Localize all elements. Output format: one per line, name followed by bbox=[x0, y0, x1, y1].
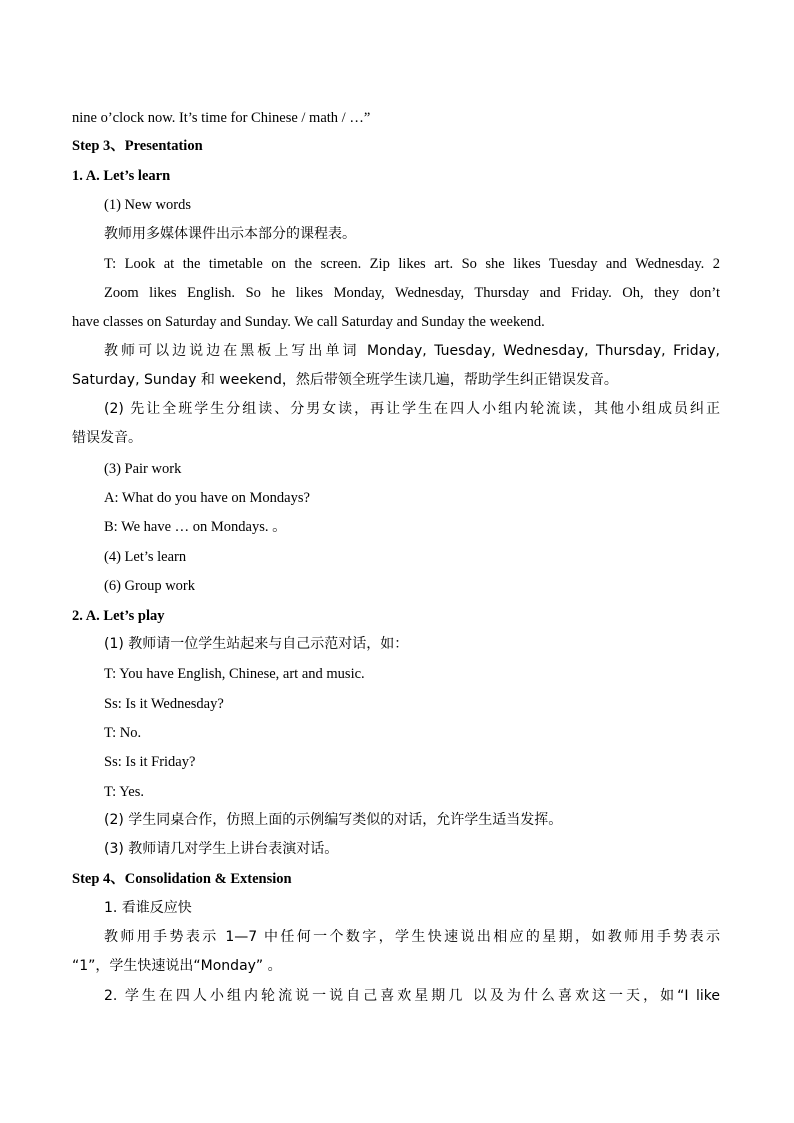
text-cjk-group-read: (2) 先让全班学生分组读、分男女读，再让学生在四人小组内轮流读，其他小组成员纠正 bbox=[104, 401, 720, 417]
text-cjk-timetable: 教师用多媒体课件出示本部分的课程表。 bbox=[104, 226, 356, 242]
heading-lets-learn: 1. A. Let’s learn bbox=[72, 168, 171, 184]
text-cjk-demo: (1) 教师请一位学生站起来与自己示范对话，如： bbox=[104, 636, 409, 652]
text-cjk-pair-cooperate: (2) 学生同桌合作，仿照上面的示例编写类似的对话，允许学生适当发挥。 bbox=[104, 812, 563, 828]
heading-step-3: Step 3、Presentation bbox=[72, 138, 203, 154]
text-line-continuation: nine o’clock now. It’s time for Chinese / math / …” bbox=[72, 110, 371, 126]
text-cjk-blackboard: 教师可以边说边在黑板上写出单词 Monday, Tuesday, Wednesday, Thursday, Friday, bbox=[104, 343, 720, 359]
text-cjk-group-read-cont: 错误发音。 bbox=[72, 430, 142, 446]
text-pair-work: (3) Pair work bbox=[104, 461, 182, 477]
text-teacher-line-2: Zoom likes English. So he likes Monday, Wednesday, Thursday and Friday. Oh, they don’t bbox=[104, 285, 720, 301]
text-play-t-3: T: Yes. bbox=[104, 784, 144, 800]
text-group-work: (6) Group work bbox=[104, 578, 196, 594]
text-lets-learn-4: (4) Let’s learn bbox=[104, 549, 187, 565]
text-cjk-perform: (3) 教师请几对学生上讲台表演对话。 bbox=[104, 841, 339, 857]
text-dialog-b: B: We have … on Mondays. 。 bbox=[104, 519, 287, 535]
text-play-ss-1: Ss: Is it Wednesday? bbox=[104, 696, 224, 712]
text-play-ss-2: Ss: Is it Friday? bbox=[104, 754, 196, 770]
text-teacher-line-1: T: Look at the timetable on the screen. Zip likes art. So she likes Tuesday and Wednesday. 2 bbox=[104, 256, 720, 272]
heading-lets-play: 2. A. Let’s play bbox=[72, 608, 165, 624]
text-cjk-favorite-day: 2. 学生在四人小组内轮流说一说自己喜欢星期几 以及为什么喜欢这一天，如“I like bbox=[104, 988, 720, 1004]
text-cjk-gesture-cont: “1”，学生快速说出“Monday” 。 bbox=[72, 958, 282, 974]
text-dialog-a: A: What do you have on Mondays? bbox=[104, 490, 310, 506]
text-cjk-quick-reaction: 1. 看谁反应快 bbox=[104, 900, 192, 916]
text-play-t-1: T: You have English, Chinese, art and music. bbox=[104, 666, 365, 682]
text-play-t-2: T: No. bbox=[104, 725, 142, 741]
text-cjk-blackboard-cont: Saturday, Sunday 和 weekend，然后带领全班学生读几遍，帮助学生纠正错误发音。 bbox=[72, 372, 618, 388]
text-cjk-gesture: 教师用手势表示 1—7 中任何一个数字，学生快速说出相应的星期，如教师用手势表示 bbox=[104, 929, 720, 945]
heading-step-4: Step 4、Consolidation & Extension bbox=[72, 871, 292, 887]
text-new-words: (1) New words bbox=[104, 197, 191, 213]
text-teacher-line-3: have classes on Saturday and Sunday. We call Saturday and Sunday the weekend. bbox=[72, 314, 545, 330]
